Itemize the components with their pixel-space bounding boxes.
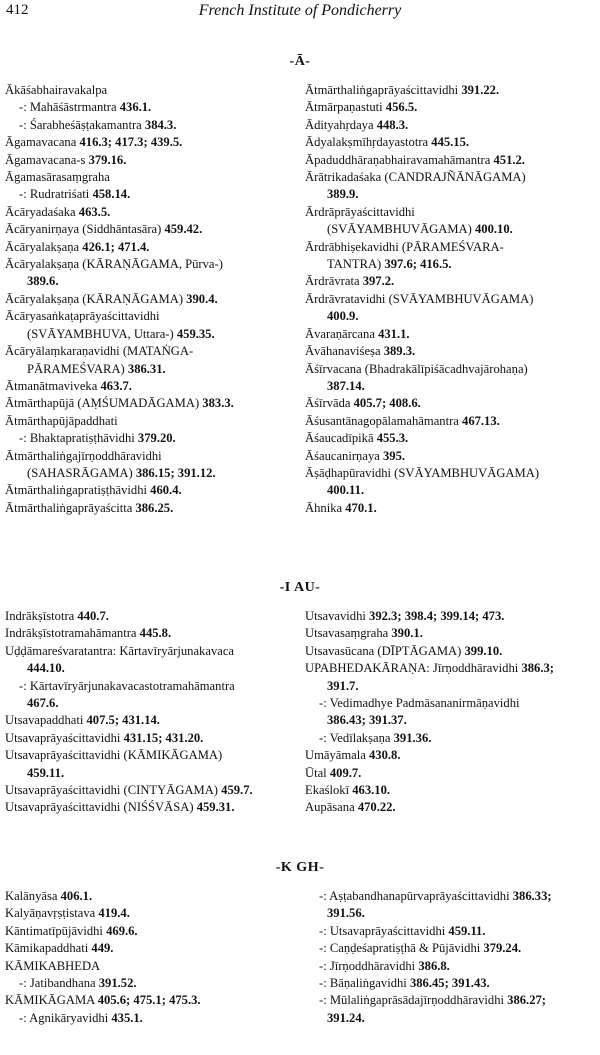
entry-term: Utsavasaṃgraha bbox=[305, 626, 392, 641]
index-entry bbox=[5, 608, 298, 625]
index-entry bbox=[305, 273, 598, 290]
entry-reference: 389.3. bbox=[383, 344, 416, 359]
entry-term: Āgamavacana bbox=[5, 135, 80, 150]
entry-reference: 389.6. bbox=[27, 274, 59, 289]
entry-reference: 451.2. bbox=[493, 152, 525, 167]
entry-term: Ārdrāvrata bbox=[305, 274, 363, 289]
entry-term: Utsavapaddhati bbox=[5, 713, 87, 728]
index-entry bbox=[5, 678, 298, 695]
entry-term: Ādyalakṣmīhṛdayastotra bbox=[305, 135, 432, 150]
index-entry bbox=[305, 308, 598, 325]
section-a bbox=[0, 52, 600, 515]
index-entry bbox=[305, 378, 598, 395]
index-entry bbox=[305, 343, 598, 360]
entry-term: -: Mūlaliṅgaprāsādajīrṇoddhāravidhi bbox=[319, 993, 508, 1008]
entry-term: -: Bhaktapratiṣṭhāvidhi bbox=[19, 431, 138, 446]
entry-term: Ātmārthaliṅgaprāyaścittavidhi bbox=[305, 83, 462, 97]
index-entry bbox=[5, 308, 298, 325]
index-entry bbox=[305, 134, 598, 151]
entry-reference: 399.10. bbox=[464, 643, 503, 658]
entry-term: -: Agnikāryavidhi bbox=[19, 1010, 112, 1025]
entry-reference: 459.7. bbox=[221, 783, 253, 798]
entry-term: -: Caṇḍeśapratiṣṭhā & Pūjāvidhi bbox=[319, 941, 484, 956]
entry-reference: 456.5. bbox=[385, 100, 418, 115]
index-entry bbox=[305, 923, 598, 940]
entry-reference: 379.20. bbox=[137, 431, 176, 446]
index-entry bbox=[5, 152, 298, 169]
entry-term: Āśaucadīpikā bbox=[305, 431, 377, 446]
entry-term: Ātmārpaṇastuti bbox=[305, 100, 386, 115]
entry-reference: 460.4. bbox=[150, 483, 182, 498]
entry-term: -: Aṣṭabandhanapūrvaprāyaścittavidhi bbox=[319, 889, 513, 903]
entry-term: Ātmanātmaviveka bbox=[5, 378, 101, 393]
section-heading: -K GH- bbox=[275, 860, 325, 875]
left-column bbox=[5, 82, 298, 517]
right-column bbox=[305, 82, 598, 517]
entry-reference: 387.14. bbox=[327, 378, 365, 393]
entry-reference: 467.6. bbox=[27, 696, 59, 711]
entry-reference: 384.3. bbox=[144, 117, 177, 132]
index-entry bbox=[305, 500, 598, 517]
index-entry bbox=[5, 169, 298, 186]
index-entry bbox=[5, 712, 298, 729]
index-entry bbox=[305, 186, 598, 203]
entry-term: Ātmārthaliṅgapratiṣṭhāvidhi bbox=[5, 483, 151, 498]
entry-term: Āśaucanirṇaya bbox=[305, 448, 383, 463]
entry-reference: 459.11. bbox=[448, 923, 486, 938]
entry-reference: 444.10. bbox=[27, 661, 65, 676]
index-entry bbox=[5, 482, 298, 499]
entry-term: Ācāryanirṇaya (Siddhāntasāra) bbox=[5, 222, 165, 237]
entry-term: PĀRAMEŚVARA) bbox=[27, 361, 128, 376]
index-entry bbox=[305, 765, 598, 782]
entry-reference: 467.13. bbox=[462, 413, 500, 428]
section-i-au bbox=[0, 578, 600, 815]
index-entry bbox=[5, 82, 298, 99]
entry-term: Āvaraṇārcana bbox=[305, 326, 379, 341]
entry-reference: 449. bbox=[91, 941, 114, 956]
index-entry bbox=[5, 500, 298, 517]
index-entry bbox=[305, 413, 598, 430]
index-entry bbox=[5, 326, 298, 343]
entry-term: -: Jatibandhana bbox=[19, 976, 99, 991]
index-entry bbox=[305, 608, 598, 625]
running-title: French Institute of Pondicherry bbox=[198, 2, 402, 19]
entry-term: Utsavasūcana (DĪPTĀGAMA) bbox=[305, 643, 465, 658]
index-entry bbox=[5, 395, 298, 412]
index-entry bbox=[5, 730, 298, 747]
index-entry bbox=[5, 625, 298, 642]
right-column bbox=[305, 888, 598, 1027]
entry-reference: 379.16. bbox=[88, 152, 127, 167]
entry-reference: 391.36. bbox=[393, 730, 432, 745]
index-entry bbox=[305, 643, 598, 660]
entry-term: Āśīrvāda bbox=[305, 396, 354, 411]
entry-term: (SAHASRĀGAMA) bbox=[27, 465, 136, 480]
entry-term: Utsavaprāyaścittavidhi (CINTYĀGAMA) bbox=[5, 783, 222, 798]
entry-term: Āvāhanaviśeṣa bbox=[305, 344, 384, 359]
entry-term: -: Mahāśāstrmantra bbox=[19, 100, 120, 115]
index-entry bbox=[5, 992, 298, 1009]
index-entry bbox=[5, 660, 298, 677]
index-entry bbox=[5, 256, 298, 273]
index-entry bbox=[305, 482, 598, 499]
entry-reference: 431.15; 431.20. bbox=[123, 730, 204, 745]
entry-reference: 386.15; 391.12. bbox=[135, 465, 216, 480]
entry-term: Ācāryadaśaka bbox=[5, 204, 79, 219]
entry-term: Utsavaprāyaścittavidhi (KĀMIKĀGAMA) bbox=[5, 748, 223, 763]
entry-reference: 386.25. bbox=[135, 500, 174, 515]
entry-reference: 470.22. bbox=[357, 800, 396, 815]
entry-reference: 463.10. bbox=[352, 783, 391, 798]
index-entry bbox=[5, 239, 298, 256]
entry-term: Ārdrāprāyaścittavidhi bbox=[305, 204, 415, 219]
entry-term: -: Kārtavīryārjunakavacastotramahāmantra bbox=[19, 678, 235, 693]
entry-term: -: Rudratriśati bbox=[19, 187, 93, 202]
entry-reference: 436.1. bbox=[119, 100, 152, 115]
entry-reference: 419.4. bbox=[98, 906, 130, 921]
index-entry bbox=[5, 343, 298, 360]
entry-term: Ākāśabhairavakalpa bbox=[5, 83, 108, 97]
left-column bbox=[5, 608, 298, 817]
entry-reference: 389.9. bbox=[327, 187, 359, 202]
entry-reference: 390.4. bbox=[186, 291, 218, 306]
entry-reference: 383.3. bbox=[202, 396, 234, 411]
entry-reference: 459.11. bbox=[27, 765, 65, 780]
index-entry bbox=[5, 361, 298, 378]
index-entry bbox=[5, 273, 298, 290]
index-entry bbox=[305, 975, 598, 992]
entry-term: Āpaduddhāraṇabhairavamahāmantra bbox=[305, 152, 494, 167]
entry-term: Ādityahṛdaya bbox=[305, 117, 377, 132]
index-entry bbox=[305, 678, 598, 695]
index-entry bbox=[5, 186, 298, 203]
entry-reference: 409.7. bbox=[329, 765, 362, 780]
index-entry bbox=[305, 291, 598, 308]
index-entry bbox=[5, 413, 298, 430]
entry-term: -: Vedīlakṣaṇa bbox=[319, 730, 394, 745]
index-entry bbox=[305, 747, 598, 764]
entry-reference: 470.1. bbox=[345, 500, 377, 515]
entry-term: (SVĀYAMBHUVĀGAMA) bbox=[327, 222, 475, 237]
entry-term: Ātmārthaliṅgajīrṇoddhāravidhi bbox=[5, 448, 162, 463]
entry-reference: 386.33; bbox=[512, 889, 552, 903]
entry-reference: 392.3; 398.4; 399.14; 473. bbox=[369, 609, 505, 623]
entry-reference: 386.45; 391.43. bbox=[409, 976, 490, 991]
index-entry bbox=[305, 430, 598, 447]
entry-term: -: Jīrṇoddhāravidhi bbox=[319, 958, 419, 973]
entry-reference: 407.5; 431.14. bbox=[86, 713, 160, 728]
entry-term: Āgamavacana-s bbox=[5, 152, 89, 167]
index-entry bbox=[5, 448, 298, 465]
index-entry bbox=[5, 465, 298, 482]
entry-term: Uḍḍāmareśvaratantra: Kārtavīryārjunakavaca bbox=[5, 643, 235, 658]
entry-reference: 445.15. bbox=[431, 135, 470, 150]
index-entry bbox=[305, 905, 598, 922]
index-entry bbox=[305, 625, 598, 642]
entry-term: -: Vedimadhye Padmāsananirmāṇavidhi bbox=[319, 696, 520, 711]
entry-reference: 400.10. bbox=[474, 222, 513, 237]
index-entry bbox=[5, 204, 298, 221]
page-header bbox=[0, 2, 600, 26]
entry-term: Indrākṣīstotramahāmantra bbox=[5, 626, 140, 641]
entry-reference: 463.5. bbox=[78, 204, 111, 219]
index-entry bbox=[305, 465, 598, 482]
index-entry bbox=[305, 1010, 598, 1027]
index-entry bbox=[305, 326, 598, 343]
index-entry bbox=[305, 782, 598, 799]
entry-reference: 397.6; 416.5. bbox=[384, 257, 452, 272]
entry-term: Āhnika bbox=[305, 500, 346, 515]
entry-term: Ātmārthaliṅgaprāyaścitta bbox=[5, 500, 136, 515]
entry-term: Āśusantānagopālamahāmantra bbox=[305, 413, 463, 428]
entry-reference: 400.9. bbox=[327, 309, 359, 324]
index-entry bbox=[305, 204, 598, 221]
entry-term: Ārātrikadaśaka (CANDRAJÑĀNĀGAMA) bbox=[305, 170, 526, 185]
entry-reference: 463.7. bbox=[100, 378, 132, 393]
entry-term: Ācāryalakṣaṇa (KĀRAṆĀGAMA, Pūrva-) bbox=[5, 257, 223, 272]
index-entry bbox=[305, 239, 598, 256]
entry-reference: 426.1; 471.4. bbox=[82, 239, 150, 254]
entry-reference: 391.24. bbox=[327, 1010, 365, 1025]
index-entry bbox=[305, 256, 598, 273]
entry-term: TANTRA) bbox=[327, 257, 385, 272]
entry-reference: 416.3; 417.3; 439.5. bbox=[79, 135, 183, 150]
entry-term: Kalyāṇavṛṣṭistava bbox=[5, 906, 99, 921]
entry-term: Ārdrāvratavidhi (SVĀYAMBHUVĀGAMA) bbox=[305, 291, 534, 306]
entry-term: Utsavavidhi bbox=[305, 609, 370, 623]
entry-term: Ācāryasaṅkaṭaprāyaścittavidhi bbox=[5, 309, 160, 324]
entry-term: Indrākṣīstotra bbox=[5, 609, 78, 623]
index-entry bbox=[5, 747, 298, 764]
entry-reference: 386.43; 391.37. bbox=[327, 713, 407, 728]
index-entry bbox=[5, 291, 298, 308]
index-entry bbox=[305, 361, 598, 378]
entry-reference: 406.1. bbox=[60, 889, 93, 903]
index-entry bbox=[305, 117, 598, 134]
entry-term: (SVĀYAMBHUVA, Uttara-) bbox=[27, 326, 177, 341]
index-entry bbox=[5, 888, 298, 905]
index-entry bbox=[5, 958, 298, 975]
entry-reference: 459.35. bbox=[176, 326, 215, 341]
entry-term: Kalānyāsa bbox=[5, 889, 61, 903]
entry-reference: 458.14. bbox=[92, 187, 131, 202]
index-entry bbox=[5, 695, 298, 712]
entry-reference: 391.52. bbox=[98, 976, 137, 991]
entry-term: -: Bāṇaliṅgavidhi bbox=[319, 976, 410, 991]
entry-term: Ācāryālaṃkaraṇavidhi (MATAṄGA- bbox=[5, 344, 194, 359]
index-entry bbox=[5, 799, 298, 816]
entry-reference: 440.7. bbox=[77, 609, 109, 623]
entry-term: Utsavaprāyaścittavidhi (NIŚŚVĀSA) bbox=[5, 800, 197, 815]
index-entry bbox=[5, 923, 298, 940]
index-entry bbox=[5, 940, 298, 957]
entry-term: Ācāryalakṣaṇa (KĀRAṆĀGAMA) bbox=[5, 291, 187, 306]
entry-reference: 386.3; bbox=[521, 661, 554, 676]
entry-reference: 391.22. bbox=[461, 83, 500, 97]
index-entry bbox=[5, 765, 298, 782]
entry-reference: 405.7; 408.6. bbox=[353, 396, 421, 411]
entry-term: Kāntimatīpūjāvidhi bbox=[5, 923, 107, 938]
index-entry bbox=[305, 395, 598, 412]
index-entry bbox=[305, 99, 598, 116]
entry-term: Ārdrābhiṣekavidhi (PĀRAMEŚVARA- bbox=[305, 239, 504, 254]
left-column bbox=[5, 888, 298, 1027]
index-entry bbox=[305, 712, 598, 729]
entry-term: -: Śarabheśāṣṭakamantra bbox=[19, 117, 145, 132]
index-entry bbox=[305, 888, 598, 905]
index-entry bbox=[5, 430, 298, 447]
index-entry bbox=[305, 992, 598, 1009]
page-number: 412 bbox=[6, 2, 29, 18]
index-entry bbox=[5, 221, 298, 238]
index-entry bbox=[305, 730, 598, 747]
entry-term: Umāyāmala bbox=[305, 748, 369, 763]
entry-reference: 379.24. bbox=[483, 941, 522, 956]
entry-term: Ācāryalakṣaṇa bbox=[5, 239, 83, 254]
index-entry bbox=[5, 643, 298, 660]
right-column bbox=[305, 608, 598, 817]
index-entry bbox=[305, 152, 598, 169]
entry-reference: 455.3. bbox=[376, 431, 409, 446]
entry-reference: 391.7. bbox=[327, 678, 359, 693]
index-entry bbox=[5, 782, 298, 799]
index-entry bbox=[5, 975, 298, 992]
entry-reference: 405.6; 475.1; 475.3. bbox=[97, 993, 201, 1008]
entry-term: Ūtal bbox=[305, 765, 330, 780]
index-entry bbox=[305, 448, 598, 465]
entry-term: KĀMIKĀGAMA bbox=[5, 993, 98, 1008]
entry-term: Utsavaprāyaścittavidhi bbox=[5, 730, 124, 745]
entry-term: UPABHEDAKĀRAṆA: Jīrṇoddhāravidhi bbox=[305, 661, 522, 676]
index-entry bbox=[305, 799, 598, 816]
index-entry bbox=[305, 82, 598, 99]
entry-term: KĀMIKABHEDA bbox=[5, 958, 101, 973]
entry-term: Kāmikapaddhati bbox=[5, 941, 92, 956]
index-entry bbox=[5, 117, 298, 134]
index-entry bbox=[305, 940, 598, 957]
entry-term: Āṣāḍhapūravidhi (SVĀYAMBHUVĀGAMA) bbox=[305, 465, 540, 480]
index-entry bbox=[5, 134, 298, 151]
index-entry bbox=[305, 660, 598, 677]
entry-term: Ātmārthapūjāpaddhati bbox=[5, 413, 118, 428]
index-entry bbox=[305, 169, 598, 186]
entry-reference: 395. bbox=[382, 448, 406, 463]
entry-term: -: Utsavaprāyaścittavidhi bbox=[319, 923, 449, 938]
section-heading: -Ā- bbox=[289, 54, 311, 69]
entry-reference: 430.8. bbox=[369, 748, 401, 763]
entry-reference: 469.6. bbox=[106, 923, 138, 938]
index-entry bbox=[5, 99, 298, 116]
index-entry bbox=[5, 905, 298, 922]
entry-reference: 459.31. bbox=[196, 800, 235, 815]
entry-term: Āgamasārasaṃgraha bbox=[5, 170, 110, 185]
entry-reference: 397.2. bbox=[362, 274, 395, 289]
index-entry bbox=[305, 958, 598, 975]
entry-term: Aupāsana bbox=[305, 800, 358, 815]
entry-reference: 386.31. bbox=[127, 361, 166, 376]
entry-reference: 435.1. bbox=[111, 1010, 143, 1025]
entry-reference: 386.8. bbox=[418, 958, 450, 973]
entry-term: Ātmārthapūjā (AṂŚUMADĀGAMA) bbox=[5, 396, 203, 411]
entry-term: Āśīrvacana (Bhadrakālīpiśācadhvajārohaṇa) bbox=[305, 361, 528, 376]
entry-reference: 391.56. bbox=[327, 906, 365, 921]
index-entry bbox=[305, 695, 598, 712]
entry-reference: 386.27; bbox=[507, 993, 546, 1008]
entry-reference: 390.1. bbox=[391, 626, 423, 641]
entry-reference: 431.1. bbox=[378, 326, 410, 341]
entry-reference: 459.42. bbox=[164, 222, 203, 237]
section-heading: -I AU- bbox=[279, 580, 321, 595]
section-k-gh bbox=[0, 858, 600, 1025]
index-entry bbox=[5, 1010, 298, 1027]
entry-reference: 400.11. bbox=[327, 483, 365, 498]
entry-reference: 445.8. bbox=[139, 626, 172, 641]
index-entry bbox=[5, 378, 298, 395]
entry-reference: 448.3. bbox=[376, 117, 409, 132]
entry-term: Ekaślokī bbox=[305, 783, 353, 798]
index-entry bbox=[305, 221, 598, 238]
